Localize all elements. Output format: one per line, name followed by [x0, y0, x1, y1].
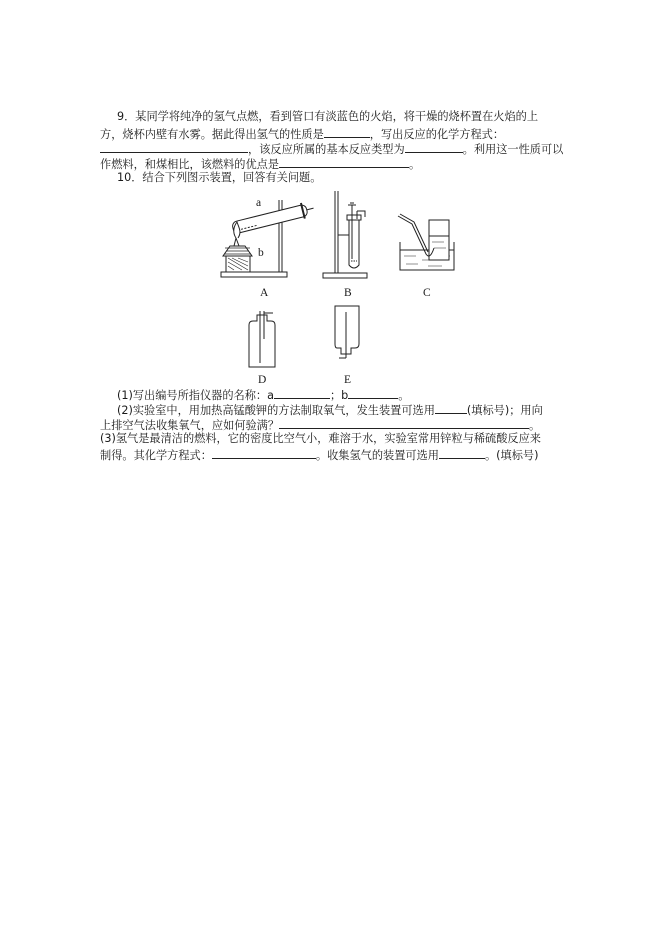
q9-line2-text-b: ，写出反应的化学方程式： — [369, 128, 505, 141]
q10-blank-o2-device[interactable] — [435, 402, 467, 414]
q10-part2-text-a: (2)实验室中，用加热高锰酸钾的方法制取氧气，发生装置可选用 — [117, 404, 435, 417]
q10-part1-text-b: ；b — [329, 389, 349, 402]
q9-blank-reaction-type[interactable] — [405, 141, 463, 153]
q10-blank-b[interactable] — [348, 387, 398, 399]
label-B: B — [344, 287, 352, 299]
apparatus-e-figure — [333, 304, 361, 360]
q10-intro: 10．结合下列图示装置，回答有关问题。 — [117, 171, 322, 184]
q10-part2-line1 — [117, 402, 543, 418]
label-E: E — [344, 374, 352, 386]
apparatus-c-figure — [396, 212, 456, 274]
q9-line4 — [100, 156, 420, 172]
q9-line3 — [100, 141, 563, 157]
q9-line1: 9．某同学将纯净的氢气点燃，看到管口有淡蓝色的火焰，将干燥的烧杯置在火焰的上 — [117, 110, 539, 123]
q10-part3-text-b: 制得。其化学方程式： — [100, 449, 212, 462]
q10-part3-text-d: 。(填标号) — [484, 449, 539, 462]
label-a: a — [256, 197, 262, 209]
q10-blank-h2-equation[interactable] — [212, 447, 316, 459]
q9-line4-text-b: 。 — [409, 158, 421, 171]
q10-part2-text-b: (填标号)；用向 — [466, 404, 543, 417]
q10-part3-line1: (3)氢气是最清洁的燃料，它的密度比空气小，难溶于水，实验室常用锌粒与稀硫酸反应来 — [100, 432, 541, 445]
q9-line2-text-a: 方，烧杯内壁有水雾。据此得出氢气的性质是 — [100, 128, 324, 141]
label-b: b — [258, 247, 264, 259]
label-A: A — [260, 287, 269, 299]
apparatus-d-figure — [247, 309, 277, 369]
q9-line2 — [100, 126, 504, 142]
q9-blank-property[interactable] — [324, 126, 370, 138]
q10-blank-h2-collect[interactable] — [439, 447, 485, 459]
q9-line4-text-a: 作燃料，和煤相比，该燃料的优点是 — [100, 158, 280, 171]
label-C: C — [423, 287, 431, 299]
q10-part2-text-d: 。 — [529, 419, 541, 432]
q10-part1-text-c: 。 — [398, 389, 410, 402]
q10-blank-a[interactable] — [274, 387, 330, 399]
apparatus-b-figure — [321, 189, 371, 281]
q10-part1-text-a: (1)写出编号所指仪器的名称：a — [117, 389, 274, 402]
apparatus-a-figure — [216, 190, 316, 285]
q9-line3-text-a: ，该反应所属的基本反应类型为 — [248, 143, 405, 156]
q10-part3-text-c: 。收集氢气的装置可选用 — [315, 449, 439, 462]
q9-line3-text-b: 。利用这一性质可以 — [462, 143, 564, 156]
q9-blank-advantage[interactable] — [279, 156, 409, 168]
q10-part2-text-c: 上排空气法收集氧气，应如何验满？ — [100, 419, 280, 432]
q10-part3-line2 — [100, 447, 538, 463]
q10-part2-line2 — [100, 417, 540, 433]
label-D: D — [258, 374, 267, 386]
q9-blank-equation[interactable] — [100, 141, 248, 153]
q10-part1 — [117, 387, 409, 403]
q10-blank-o2-check[interactable] — [279, 417, 529, 429]
